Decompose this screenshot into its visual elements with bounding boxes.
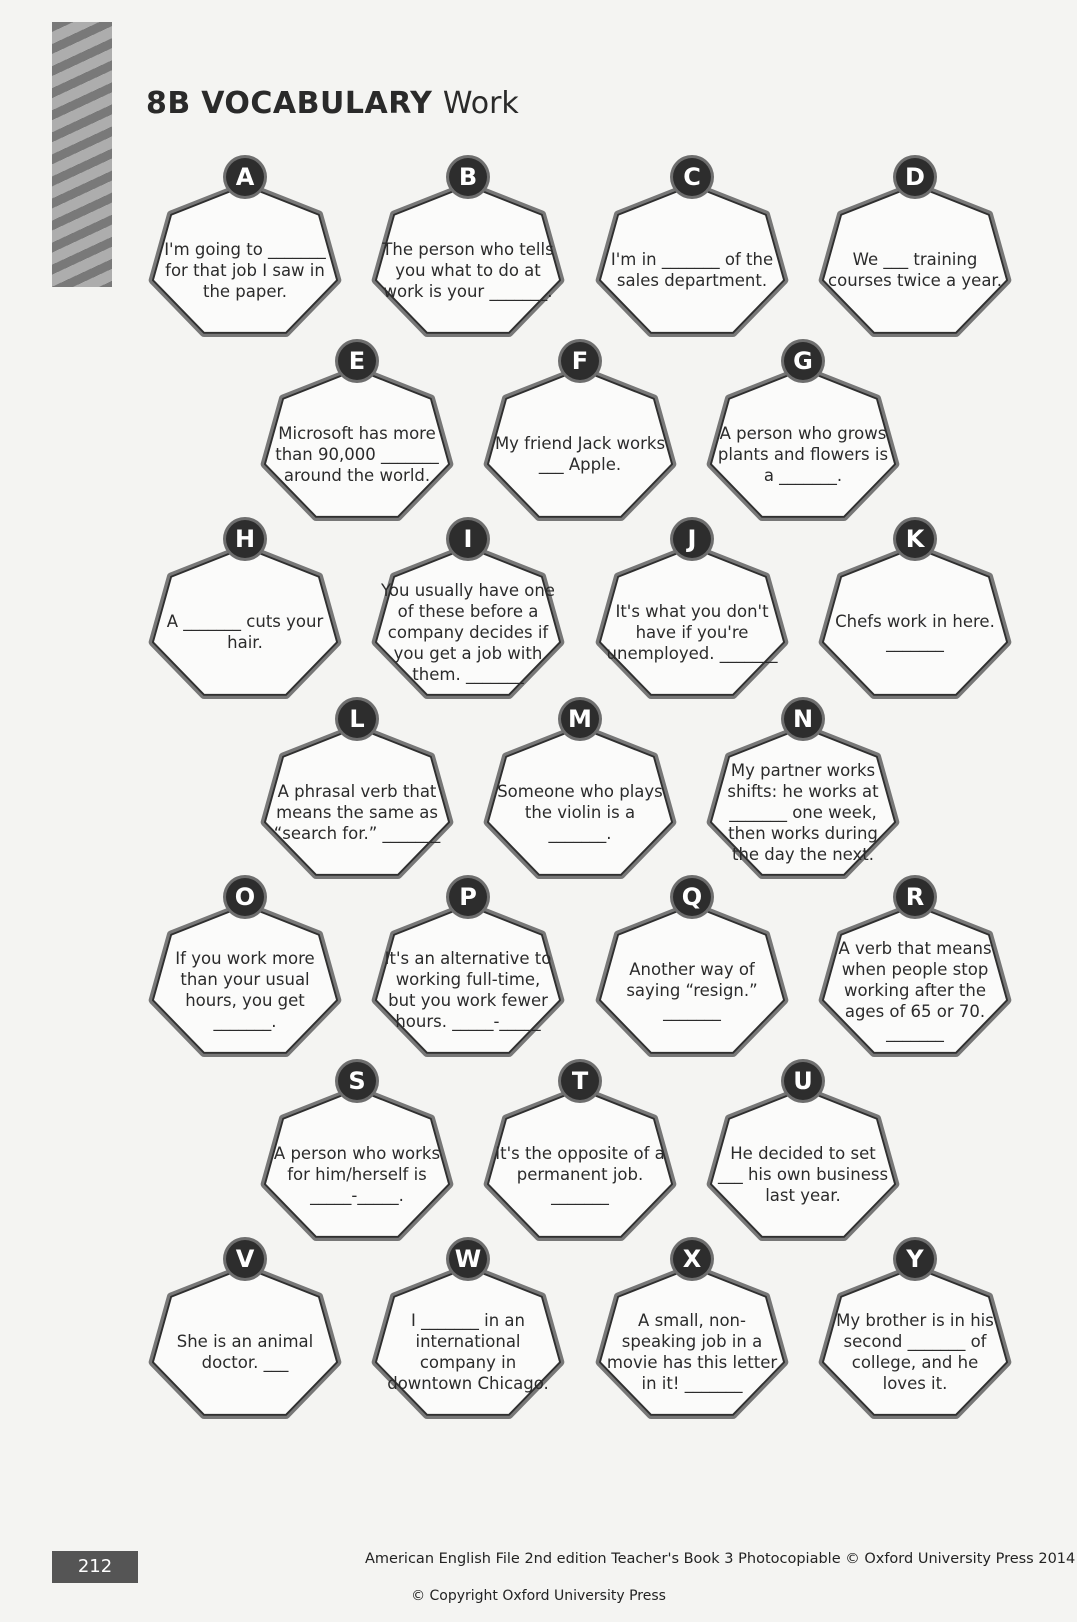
card-letter-badge: S	[338, 1062, 376, 1100]
card-letter-badge: Q	[673, 878, 711, 916]
card-letter-badge: N	[784, 700, 822, 738]
card-clue-text: A small, non-speaking job in a movie has this letter in it! _______	[606, 1311, 778, 1393]
clue-card-r	[810, 878, 1020, 1068]
card-clue-text: Someone who plays the violin is a _______.	[497, 781, 663, 843]
clue-card-o	[140, 878, 350, 1068]
card-letter-badge: A	[226, 158, 264, 196]
card-clue-text: It's the opposite of a permanent job. _______	[495, 1143, 665, 1205]
card-clue-text: We ___ training courses twice a year.	[828, 250, 1002, 290]
card-letter-badge: H	[226, 520, 264, 558]
card-letter-badge: C	[673, 158, 711, 196]
clue-card-c	[587, 158, 797, 348]
section-topic: Work	[442, 86, 519, 121]
card-letter-badge: V	[226, 1240, 264, 1278]
card-clue-text: A phrasal verb that means the same as “search for.” _______	[273, 781, 441, 843]
card-clue-text: The person who tells you what to do at work is your _______.	[382, 239, 554, 301]
card-clue-text: My partner works shifts: he works at _______ one week, then works during the day the next.	[727, 760, 879, 864]
card-clue-text: He decided to set ___ his own business last year.	[717, 1143, 889, 1205]
card-letter-badge: O	[226, 878, 264, 916]
card-clue-text: A verb that means when people stop working after the ages of 65 or 70. _______	[838, 938, 992, 1042]
card-letter-badge: X	[673, 1240, 711, 1278]
card-letter-badge: B	[449, 158, 487, 196]
card-letter-badge: T	[561, 1062, 599, 1100]
clue-card-u	[698, 1062, 908, 1252]
clue-card-i	[363, 520, 573, 710]
card-letter-badge: G	[784, 342, 822, 380]
card-clue-text: She is an animal doctor. ___	[176, 1332, 314, 1372]
card-clue-text: A _______ cuts your hair.	[166, 612, 324, 652]
card-letter-badge: U	[784, 1062, 822, 1100]
clue-card-j	[587, 520, 797, 710]
clue-card-q	[587, 878, 797, 1068]
clue-card-v	[140, 1240, 350, 1430]
unit-code: 8B	[146, 86, 191, 121]
card-clue-text: Another way of saying “resign.” _______	[626, 959, 758, 1021]
clue-card-t	[475, 1062, 685, 1252]
clue-card-f	[475, 342, 685, 532]
card-letter-badge: E	[338, 342, 376, 380]
card-letter-badge: I	[449, 520, 487, 558]
clue-card-n	[698, 700, 908, 890]
card-letter-badge: K	[896, 520, 934, 558]
card-clue-text: Chefs work in here. _______	[835, 612, 995, 652]
card-letter-badge: D	[896, 158, 934, 196]
clue-card-m	[475, 700, 685, 890]
clue-card-k	[810, 520, 1020, 710]
card-clue-text: A person who works for him/herself is _____-_____.	[273, 1143, 441, 1205]
footer-credit: American English File 2nd edition Teacher's Book 3 Photocopiable © Oxford University Press 2014	[365, 1551, 1076, 1567]
clue-card-w	[363, 1240, 573, 1430]
card-letter-badge: F	[561, 342, 599, 380]
card-clue-text: I'm in _______ of the sales department.	[610, 250, 774, 290]
card-clue-text: A person who grows plants and flowers is a _______.	[717, 423, 889, 485]
card-letter-badge: M	[561, 700, 599, 738]
clue-card-b	[363, 158, 573, 348]
card-letter-badge: R	[896, 878, 934, 916]
card-clue-text: I _______ in an international company in downtown Chicago.	[387, 1311, 549, 1393]
clue-card-a	[140, 158, 350, 348]
page-number: 212	[52, 1551, 138, 1583]
card-clue-text: Microsoft has more than 90,000 _______ around the world.	[275, 423, 439, 485]
clue-card-d	[810, 158, 1020, 348]
clue-card-g	[698, 342, 908, 532]
clue-card-p	[363, 878, 573, 1068]
card-letter-badge: J	[673, 520, 711, 558]
copyright-notice: © Copyright Oxford University Press	[411, 1588, 666, 1604]
card-clue-text: My friend Jack works ___ Apple.	[494, 434, 666, 474]
card-clue-text: If you work more than your usual hours, you get _______.	[175, 949, 315, 1031]
card-letter-badge: L	[338, 700, 376, 738]
section-title: VOCABULARY	[201, 86, 433, 121]
clue-card-x	[587, 1240, 797, 1430]
card-clue-text: My brother is in his second _______ of college, and he loves it.	[836, 1311, 994, 1393]
clue-card-l	[252, 700, 462, 890]
clue-card-y	[810, 1240, 1020, 1430]
clue-card-h	[140, 520, 350, 710]
card-clue-text: I'm going to _______ for that job I saw in the paper.	[164, 239, 326, 301]
card-letter-badge: W	[449, 1240, 487, 1278]
card-letter-badge: Y	[896, 1240, 934, 1278]
card-letter-badge: P	[449, 878, 487, 916]
card-clue-text: It's what you don't have if you're unemployed. _______	[606, 601, 778, 663]
clue-card-s	[252, 1062, 462, 1252]
clue-card-e	[252, 342, 462, 532]
card-clue-text: It's an alternative to working full-time, but you work fewer hours. _____-_____	[384, 949, 552, 1031]
card-clue-text: You usually have one of these before a company decides if you get a job with them. _______	[381, 580, 555, 684]
